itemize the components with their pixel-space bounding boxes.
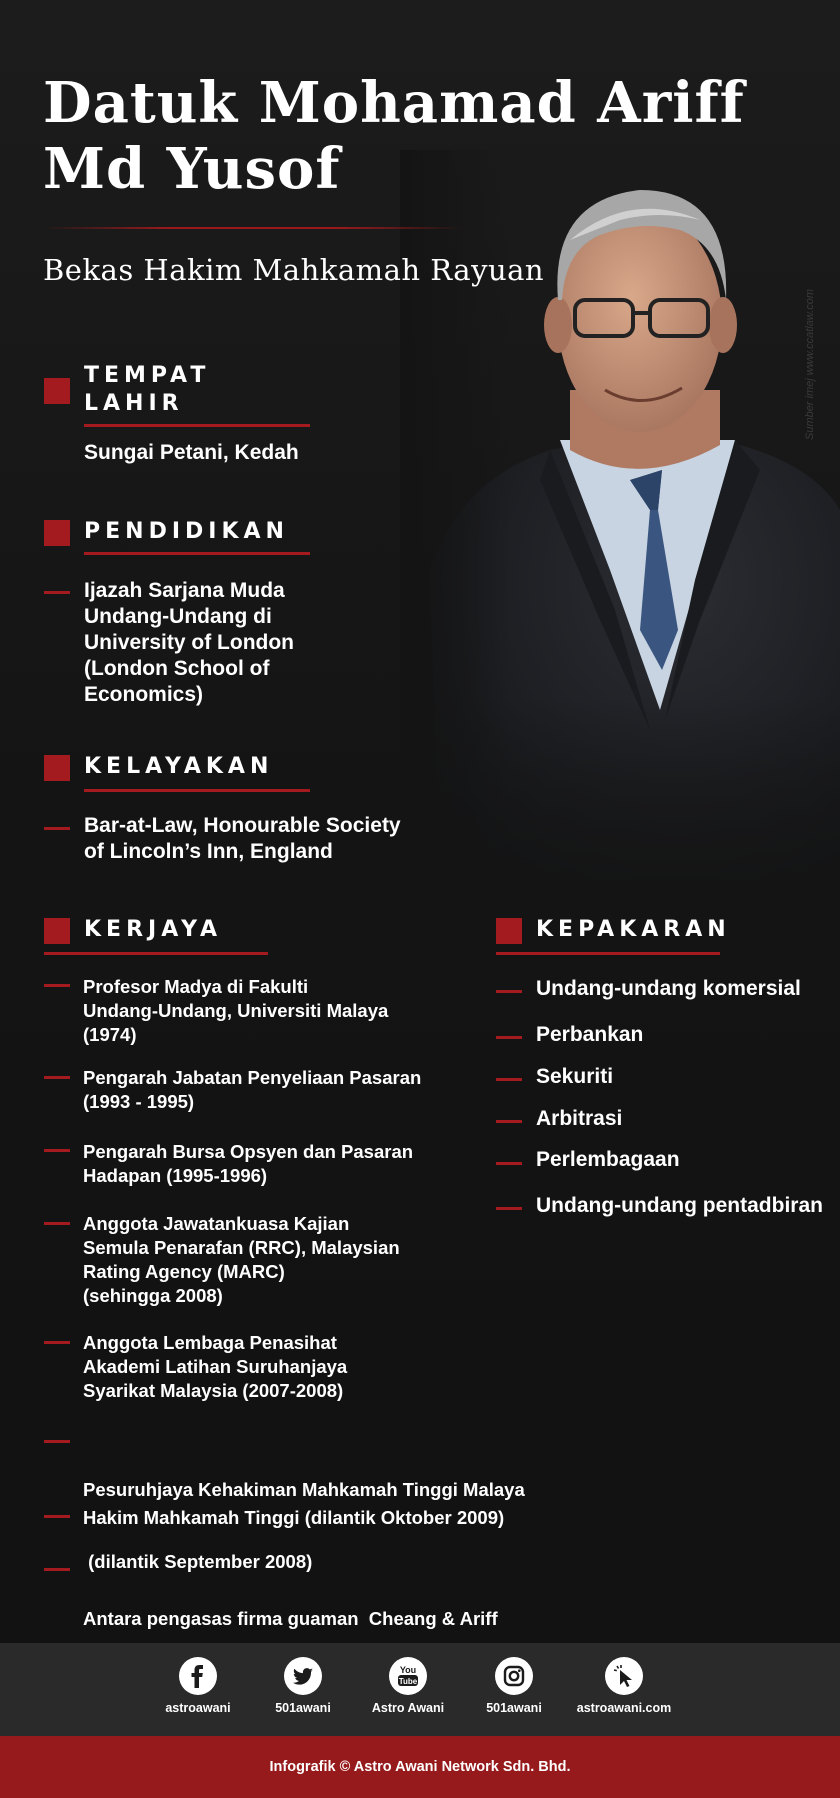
section-marker (44, 918, 70, 944)
facebook-icon (179, 1657, 217, 1695)
list-dash (44, 1149, 70, 1152)
line: Pesuruhjaya Kehakiman Mahkamah Tinggi Malaya (83, 1479, 525, 1500)
line: Anggota Lembaga Penasihat (83, 1332, 337, 1353)
page-subtitle: Bekas Hakim Mahkamah Rayuan (43, 253, 545, 287)
line: Hadapan (1995-1996) (83, 1165, 268, 1186)
list-dash (496, 1036, 522, 1039)
section-heading: PENDIDIKAN (84, 519, 289, 544)
list-dash (44, 1076, 70, 1079)
heading-line-2: LAHIR (84, 391, 184, 416)
social-label: astroawani (165, 1701, 231, 1715)
expertise-item: Undang-undang komersial (536, 977, 801, 1000)
line: Bar-at-Law, Honourable Society (84, 814, 401, 837)
expertise-item: Perbankan (536, 1023, 644, 1046)
section-heading: KELAYAKAN (84, 754, 274, 779)
social-label: astroawani.com (576, 1701, 672, 1715)
svg-text:You: You (399, 1665, 417, 1675)
line: Pengarah Jabatan Penyeliaan Pasaran (83, 1067, 422, 1088)
list-dash (496, 1120, 522, 1123)
line: Semula Penarafan (RRC), Malaysian (83, 1237, 400, 1258)
list-dash (44, 1341, 70, 1344)
line: (dilantik September 2008) (83, 1551, 313, 1572)
line: Anggota Jawatankuasa Kajian (83, 1213, 350, 1234)
line: Hakim Mahkamah Tinggi (dilantik Oktober 2009) (83, 1507, 505, 1528)
career-item (83, 1212, 400, 1308)
cursor-icon (605, 1657, 643, 1695)
expertise-item: Arbitrasi (536, 1107, 623, 1130)
social-label: Astro Awani (371, 1701, 445, 1715)
career-item (83, 1066, 421, 1114)
line: Akademi Latihan Suruhanjaya (83, 1356, 348, 1377)
expertise-item: Perlembagaan (536, 1148, 680, 1171)
footer-credit: Infografik © Astro Awani Network Sdn. Bhd. (0, 1736, 840, 1798)
list-dash (44, 1515, 70, 1518)
title-divider (43, 227, 463, 229)
line: Undang-Undang di (84, 605, 272, 628)
social-label: 501awani (275, 1701, 331, 1715)
line: (London School of (84, 657, 270, 680)
section-heading: KERJAYA (84, 917, 222, 942)
section-rule (44, 952, 268, 955)
list-dash (44, 591, 70, 594)
twitter-icon (284, 1657, 322, 1695)
list-dash (44, 1440, 70, 1443)
career-item (83, 1331, 347, 1403)
svg-text:Tube: Tube (398, 1677, 418, 1686)
list-dash (496, 1078, 522, 1081)
section-marker (44, 378, 70, 404)
section-rule (84, 552, 310, 555)
list-dash (44, 827, 70, 830)
list-dash (44, 1222, 70, 1225)
section-marker (496, 918, 522, 944)
line: Economics) (84, 683, 204, 706)
social-link-instagram[interactable] (459, 1657, 569, 1715)
social-link-youtube[interactable] (353, 1657, 463, 1715)
line: Rating Agency (MARC) (83, 1261, 285, 1282)
list-dash (496, 990, 522, 993)
list-dash (44, 984, 70, 987)
instagram-icon (495, 1657, 533, 1695)
qualification-item (84, 813, 401, 865)
section-marker (44, 755, 70, 781)
career-item (83, 1140, 413, 1188)
line: Syarikat Malaysia (2007-2008) (83, 1380, 344, 1401)
line: (1993 - 1995) (83, 1091, 195, 1112)
expertise-item: Undang-undang pentadbiran (536, 1194, 823, 1217)
education-item (84, 578, 294, 708)
social-link-twitter[interactable] (248, 1657, 358, 1715)
line: Undang-Undang, Universiti Malaya (83, 1000, 389, 1021)
line: Antara pengasas firma guaman Cheang & Ariff (83, 1608, 498, 1629)
page-title (43, 70, 745, 202)
line: (1974) (83, 1024, 137, 1045)
line: Profesor Madya di Fakulti (83, 976, 309, 997)
line: Ijazah Sarjana Muda (84, 579, 285, 602)
social-links-bar (0, 1643, 840, 1736)
youtube-icon (389, 1657, 427, 1695)
line: University of London (84, 631, 294, 654)
heading-line-1: TEMPAT (84, 363, 211, 388)
section-marker (44, 520, 70, 546)
list-dash (44, 1568, 70, 1571)
list-dash (496, 1162, 522, 1165)
career-item (83, 1506, 504, 1530)
title-line-1: Datuk Mohamad Ariff (43, 70, 745, 136)
social-label: 501awani (486, 1701, 542, 1715)
career-item (83, 975, 388, 1047)
birthplace-value: Sungai Petani, Kedah (84, 441, 299, 464)
section-rule (496, 952, 720, 955)
list-dash (496, 1207, 522, 1210)
image-source-watermark: Sumber imej www.ccatlaw.com (804, 289, 816, 440)
section-heading (84, 362, 210, 418)
line: (sehingga 2008) (83, 1285, 223, 1306)
title-line-2: Md Yusof (43, 136, 341, 202)
social-link-website[interactable] (569, 1657, 679, 1715)
line: of Lincoln’s Inn, England (84, 840, 333, 863)
expertise-item: Sekuriti (536, 1065, 614, 1088)
section-rule (84, 424, 310, 427)
social-link-facebook[interactable] (143, 1657, 253, 1715)
line: Pengarah Bursa Opsyen dan Pasaran (83, 1141, 414, 1162)
section-heading: KEPAKARAN (536, 917, 731, 942)
section-rule (84, 789, 310, 792)
